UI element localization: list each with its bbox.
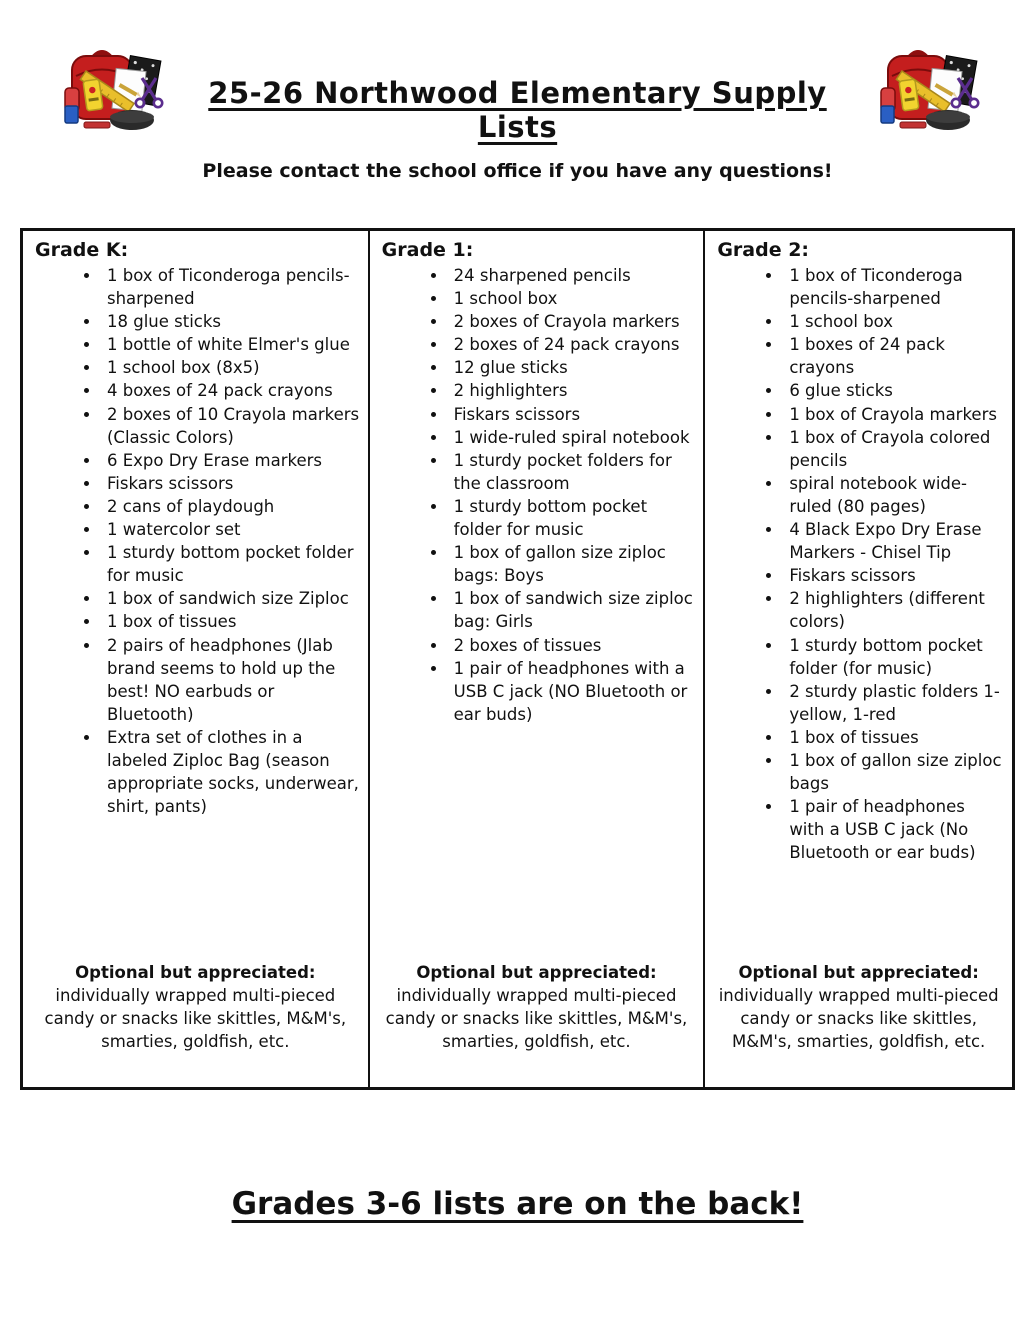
list-item: • 1 sturdy bottom pocket folder for music [448, 495, 696, 541]
list-item: • 1 watercolor set [101, 518, 360, 541]
contact-note: Please contact the school office if you have any questions! [202, 160, 833, 182]
list-item: • Fiskars scissors [783, 564, 1004, 587]
list-item: • 1 pair of headphones with a USB C jack (No Bluetooth or ear buds) [783, 795, 1004, 864]
list-item: • 1 box of tissues [101, 610, 360, 633]
list-item: • 4 Black Expo Dry Erase Markers - Chisel Tip [783, 518, 1004, 564]
list-item: • 1 box of Crayola markers [783, 403, 1004, 426]
list-item: • 1 box of gallon size ziploc bags [783, 749, 1004, 795]
backpack-icon [62, 44, 174, 136]
list-item: • 2 sturdy plastic folders 1-yellow, 1-red [783, 680, 1004, 726]
list-item: • 12 glue sticks [448, 356, 696, 379]
list-item: • 1 bottle of white Elmer's glue [101, 333, 360, 356]
optional-heading: Optional but appreciated: [416, 963, 657, 982]
list-item: • 1 sturdy pocket folders for the classroom [448, 449, 696, 495]
optional-body: individually wrapped multi-pieced candy or snacks like skittles, M&M's, smarties, goldfish, etc. [718, 986, 999, 1052]
grade-k-column [23, 231, 370, 1087]
list-item: • 1 wide-ruled spiral notebook [448, 426, 696, 449]
list-item: • Extra set of clothes in a labeled Ziploc Bag (season appropriate socks, underwear, shirt, pants) [101, 726, 360, 818]
grade-2-column [705, 231, 1012, 1087]
list-item: • 2 highlighters (different colors) [783, 587, 1004, 633]
list-item: • 1 box of Crayola colored pencils [783, 426, 1004, 472]
list-item: • 2 boxes of 10 Crayola markers (Classic Colors) [101, 403, 360, 449]
page-title: 25-26 Northwood Elementary Supply Lists [208, 76, 827, 144]
supply-table [20, 228, 1015, 1090]
list-item: • 1 sturdy bottom pocket folder for music [101, 541, 360, 587]
grade-1-heading: Grade 1: [381, 239, 474, 261]
optional-body: individually wrapped multi-pieced candy or snacks like skittles, M&M's, smarties, goldfish, etc. [44, 986, 347, 1052]
optional-section [29, 961, 362, 1053]
list-item: • 1 pair of headphones with a USB C jack (NO Bluetooth or ear buds) [448, 657, 696, 726]
grade-2-heading: Grade 2: [717, 239, 810, 261]
list-item: • 4 boxes of 24 pack crayons [101, 379, 360, 402]
back-page-note: Grades 3-6 lists are on the back! [231, 1186, 804, 1222]
backpack-clipart-left [62, 44, 174, 140]
list-item: • 1 school box [783, 310, 1004, 333]
list-item: • 1 school box [448, 287, 696, 310]
list-item: • 1 box of sandwich size Ziploc [101, 587, 360, 610]
optional-section [376, 961, 698, 1053]
optional-section [711, 961, 1006, 1053]
list-item: • 2 boxes of Crayola markers [448, 310, 696, 333]
list-item: • 18 glue sticks [101, 310, 360, 333]
list-item: • 2 boxes of tissues [448, 634, 696, 657]
list-item: • spiral notebook wide-ruled (80 pages) [783, 472, 1004, 518]
list-item: • 1 box of tissues [783, 726, 1004, 749]
grade-k-list [35, 264, 360, 818]
list-item: • 1 boxes of 24 pack crayons [783, 333, 1004, 379]
list-item: • 1 box of gallon size ziploc bags: Boys [448, 541, 696, 587]
optional-heading: Optional but appreciated: [75, 963, 316, 982]
list-item: • 1 box of Ticonderoga pencils-sharpened [101, 264, 360, 310]
list-item: • 1 box of Ticonderoga pencils-sharpened [783, 264, 1004, 310]
list-item: • Fiskars scissors [101, 472, 360, 495]
grade-2-list [717, 264, 1004, 864]
optional-heading: Optional but appreciated: [738, 963, 979, 982]
grade-1-list [382, 264, 696, 726]
grade-k-heading: Grade K: [35, 239, 129, 261]
list-item: • 1 sturdy bottom pocket folder (for music) [783, 634, 1004, 680]
list-item: • 2 highlighters [448, 379, 696, 402]
list-item: • 24 sharpened pencils [448, 264, 696, 287]
list-item: • 6 Expo Dry Erase markers [101, 449, 360, 472]
list-item: • 6 glue sticks [783, 379, 1004, 402]
list-item: • 2 cans of playdough [101, 495, 360, 518]
grade-1-column [370, 231, 706, 1087]
list-item: • 2 pairs of headphones (Jlab brand seems to hold up the best! NO earbuds or Bluetooth) [101, 634, 360, 726]
optional-body: individually wrapped multi-pieced candy or snacks like skittles, M&M's, smarties, goldfish, etc. [385, 986, 688, 1052]
backpack-clipart-right [878, 44, 990, 140]
backpack-icon [878, 44, 990, 136]
list-item: • 2 boxes of 24 pack crayons [448, 333, 696, 356]
list-item: • 1 box of sandwich size ziploc bag: Girls [448, 587, 696, 633]
list-item: • Fiskars scissors [448, 403, 696, 426]
list-item: • 1 school box (8x5) [101, 356, 360, 379]
